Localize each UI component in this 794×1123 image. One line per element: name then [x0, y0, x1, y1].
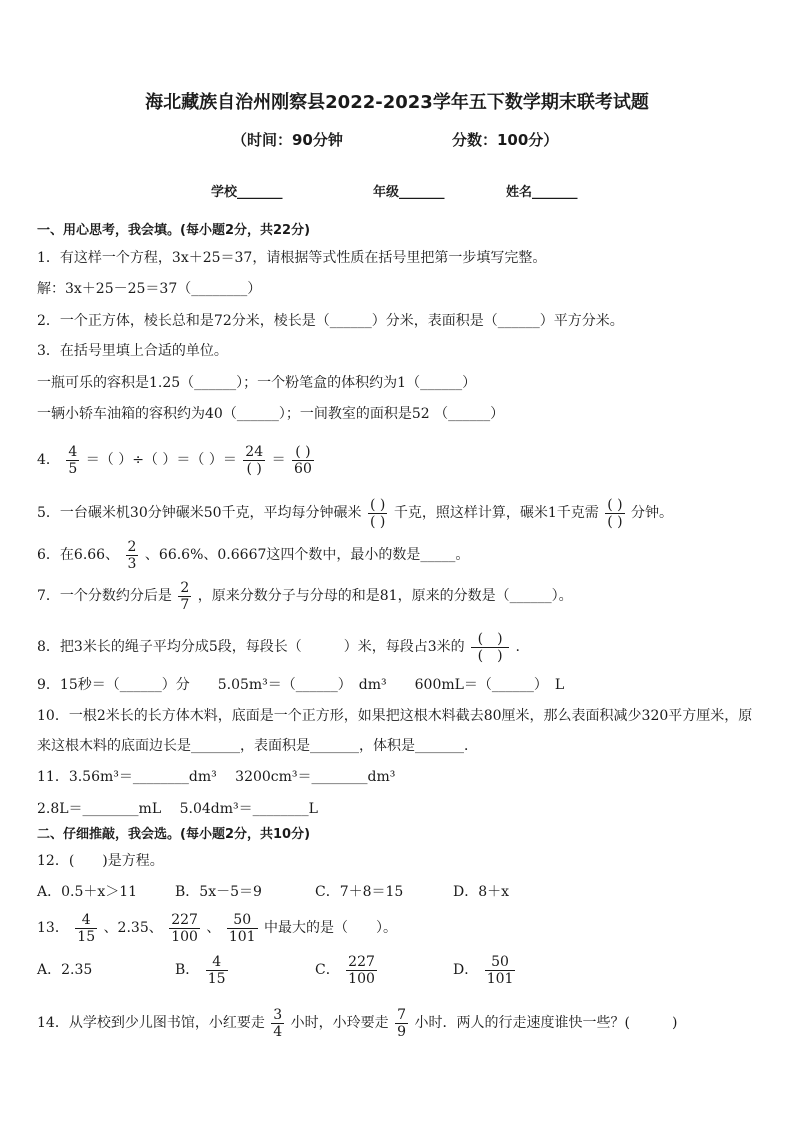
q4-fraction-3 — [292, 444, 314, 477]
q13-fraction-3 — [227, 912, 258, 945]
question-3b: 一辆小轿车油箱的容积约为40（______）；一间教室的面积是52 （______） — [37, 406, 505, 422]
q13-f2-denominator: 100 — [171, 928, 198, 945]
q7-text-b: ，原来分数分子与分母的和是81，原来的分数是（______）。 — [197, 588, 573, 604]
question-3a: 一瓶可乐的容积是1.25（______）；一个粉笔盒的体积约为1（______） — [37, 375, 477, 391]
q6-fraction — [126, 539, 139, 572]
q13-fraction-1 — [75, 912, 97, 945]
question-13 — [37, 908, 764, 948]
q13-suffix: 中最大的是（ ）。 — [264, 920, 398, 936]
section2-heading: 二、仔细推敲，我会选。(每小题2分，共10分) — [37, 827, 311, 842]
question-11b: 2.8L＝________mL 5.04dm³＝________L — [37, 801, 318, 817]
question-10b: 来这根木料的底面边长是_______，表面积是_______，体积是_______． — [37, 738, 478, 754]
q4-f2-numerator: 24 — [245, 443, 264, 460]
question-11a: 11．3.56m³＝________dm³ 3200cm³＝________dm³ — [37, 769, 396, 785]
q4-f3-numerator: ( ) — [295, 443, 311, 460]
q14-text-a: 14．从学校到少儿图书馆，小红要走 — [37, 1015, 265, 1031]
q14-f2-denominator: 9 — [397, 1023, 407, 1040]
exam-title: 海北藏族自治州刚察县2022-2023学年五下数学期末联考试题 — [145, 92, 649, 113]
q5-f1-denominator: ( ) — [370, 513, 386, 530]
question-12: 12．( )是方程。 — [37, 853, 164, 869]
school-field: 学校_______ — [211, 185, 283, 200]
q12-option-d: D．8＋x — [453, 884, 510, 900]
q13-b-numerator: 4 — [212, 953, 222, 970]
q4-fraction-2 — [243, 444, 265, 477]
q5-f2-numerator: ( ) — [607, 496, 623, 513]
grade-field: 年级_______ — [373, 185, 445, 200]
q14-f1-denominator: 4 — [273, 1023, 283, 1040]
q5-fraction-2 — [605, 497, 624, 530]
question-10a: 10．一根2米长的长方体木料，底面是一个正方形，如果把这根木料截去80厘米，那么表面积减少320平方厘米，原 — [37, 708, 753, 724]
q12-option-b: B．5x－5＝9 — [175, 884, 262, 900]
q13-option-b-label: B． — [175, 962, 200, 978]
q4-middle: ＝（ ）÷（ ）＝（ ）＝ — [85, 452, 237, 468]
q5-f1-numerator: ( ) — [370, 496, 386, 513]
q13-option-c-fraction — [346, 954, 377, 987]
q14-fraction-2 — [395, 1007, 408, 1040]
q13-f1-denominator: 15 — [77, 928, 96, 945]
question-9: 9．15秒＝（______）分 5.05m³＝（______） dm³ 600mL＝（______） L — [37, 677, 565, 693]
question-6 — [37, 535, 764, 575]
q5-text-b: 千克，照这样计算，碾米1千克需 — [393, 505, 599, 521]
q14-f1-numerator: 3 — [273, 1006, 283, 1023]
question-1-answer: 解：3x＋25－25＝37（________） — [37, 281, 262, 297]
q13-prefix: 13． — [37, 920, 69, 936]
q8-denominator: ( ) — [477, 647, 503, 664]
q14-text-b: 小时，小玲要走 — [290, 1015, 389, 1031]
q7-text-a: 7．一个分数约分后是 — [37, 588, 172, 604]
q6-numerator: 2 — [127, 538, 137, 555]
q6-text-b: 、66.6%、0.6667这四个数中，最小的数是_____。 — [144, 547, 470, 563]
q13-mid-1: 、2.35、 — [103, 920, 163, 936]
q13-option-c — [315, 950, 379, 990]
q13-mid-2: 、 — [206, 920, 221, 936]
name-field: 姓名_______ — [506, 185, 578, 200]
q12-option-a: A．0.5＋x＞11 — [37, 884, 138, 900]
question-8 — [37, 627, 764, 667]
q13-option-d — [453, 950, 517, 990]
q13-fraction-2 — [169, 912, 200, 945]
q13-f1-numerator: 4 — [81, 911, 91, 928]
q4-equals: ＝ — [271, 452, 286, 468]
q4-f3-denominator: 60 — [294, 460, 312, 477]
q13-option-d-label: D． — [453, 962, 479, 978]
q6-denominator: 3 — [127, 555, 137, 572]
q8-numerator: ( ) — [477, 630, 503, 647]
q13-option-a: A．2.35 — [37, 962, 93, 978]
q13-d-numerator: 50 — [491, 953, 509, 970]
q13-option-c-label: C． — [315, 962, 340, 978]
q8-text-a: 8．把3米长的绳子平均分成5段，每段长（ ）米，每段占3米的 — [37, 639, 465, 655]
question-3: 3．在括号里填上合适的单位。 — [37, 343, 228, 359]
question-13-options — [37, 950, 764, 990]
q13-option-b-fraction — [206, 954, 228, 987]
section1-heading: 一、用心思考，我会填。(每小题2分，共22分) — [37, 223, 311, 238]
q7-fraction — [178, 580, 191, 613]
q14-f2-numerator: 7 — [397, 1006, 407, 1023]
exam-time: （时间：90分钟 — [232, 131, 343, 149]
q5-text-c: 分钟。 — [631, 505, 674, 521]
q5-text-a: 5．一台碾米机30分钟碾米50千克，平均每分钟碾米 — [37, 505, 362, 521]
q13-f2-numerator: 227 — [171, 911, 198, 928]
q13-c-numerator: 227 — [348, 953, 375, 970]
q13-f3-numerator: 50 — [233, 911, 252, 928]
q4-fraction-1 — [66, 444, 79, 477]
exam-score: 分数：100分） — [452, 131, 559, 149]
q14-text-c: 小时．两人的行走速度谁快一些？( ) — [414, 1015, 678, 1031]
q13-option-b — [175, 950, 230, 990]
q5-f2-denominator: ( ) — [607, 513, 623, 530]
q8-text-b: . — [515, 639, 520, 655]
q14-fraction-1 — [271, 1007, 284, 1040]
question-1: 1．有这样一个方程，3x＋25＝37，请根据等式性质在括号里把第一步填写完整。 — [37, 250, 547, 266]
q7-denominator: 7 — [180, 596, 190, 613]
q6-text-a: 6．在6.66、 — [37, 547, 120, 563]
question-5 — [37, 493, 764, 533]
question-2: 2．一个正方体，棱长总和是72分米，棱长是（______）分米，表面积是（______）平方分米。 — [37, 313, 624, 329]
question-14 — [37, 1003, 764, 1043]
q13-f3-denominator: 101 — [228, 928, 256, 945]
q4-f2-denominator: ( ) — [246, 460, 262, 477]
q7-numerator: 2 — [180, 579, 190, 596]
q5-fraction-1 — [368, 497, 387, 530]
q13-b-denominator: 15 — [207, 970, 226, 987]
q4-f1-denominator: 5 — [68, 460, 78, 477]
q13-c-denominator: 100 — [348, 970, 375, 987]
q13-d-denominator: 101 — [486, 970, 514, 987]
q13-option-d-fraction — [485, 954, 516, 987]
question-7 — [37, 576, 764, 616]
q4-f1-numerator: 4 — [68, 443, 78, 460]
q8-fraction — [471, 631, 509, 664]
question-4 — [37, 440, 764, 480]
q4-prefix: 4． — [37, 452, 60, 468]
q12-option-c: C．7＋8＝15 — [315, 884, 404, 900]
